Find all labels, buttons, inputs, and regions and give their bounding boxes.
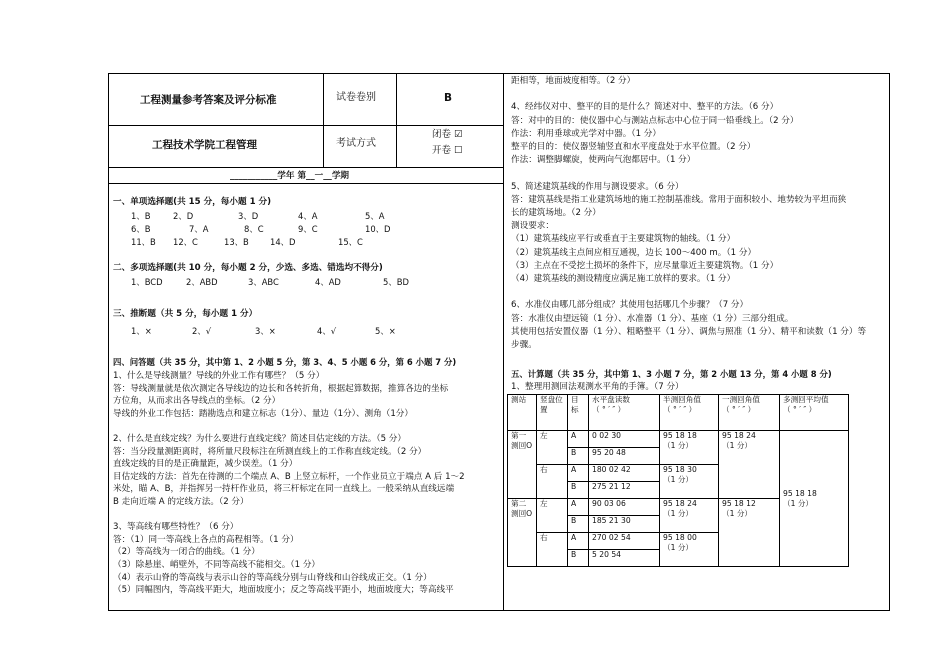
s2-ans: 1、BCD — [131, 277, 163, 287]
s1-ans: 2、D — [173, 211, 194, 221]
reading: 0 02 30 — [589, 431, 660, 448]
observation-table — [507, 394, 849, 567]
target-a: A — [568, 499, 589, 516]
page-title: 工程测量参考答案及评分标准 — [140, 94, 277, 106]
s2-title: 二、多项选择题(共 10 分，每小题 2 分，少选、多选、错选均不得分) — [113, 263, 383, 273]
text-line: 5、简述建筑基线的作用与测设要求。（6 分） — [511, 181, 684, 192]
s4-title: 四、问答题（共 35 分，其中第 1、2 小题 5 分，第 3、4、5 小题 6 分，第 6 小题 7 分) — [113, 357, 457, 367]
half-3: 95 18 24 （1 分） — [660, 499, 719, 533]
term-underline — [108, 183, 503, 184]
text-line: （4）表示山脊的等高线与表示山谷的等高线分别与山脊线和山谷线成正交。（1 分） — [113, 572, 432, 583]
th-station: 测站 — [508, 395, 537, 431]
text-line: 步骤。 — [511, 340, 537, 350]
one-2: 95 18 12 （1 分） — [719, 499, 780, 567]
reading: 90 03 06 — [589, 499, 660, 516]
text-line: 整平的目的：使仪器竖轴竖直和水平度盘处于水平位置。（2 分） — [511, 142, 756, 152]
reading: 270 02 54 — [589, 533, 660, 550]
th-position: 竖盘位置 — [537, 395, 568, 431]
s1-ans: 7、A — [189, 224, 209, 234]
text-line: （2）等高线为一闭合的曲线。（1 分） — [113, 547, 260, 558]
half-2: 95 18 30 （1 分） — [660, 465, 719, 499]
text-line: 3、等高线有哪些特性？（6 分） — [113, 522, 239, 533]
s1-ans: 8、C — [244, 224, 264, 234]
exam-mode-label: 考试方式 — [336, 138, 376, 149]
paper-label: 试卷卷别 — [336, 92, 376, 103]
s3-ans: 3、× — [255, 326, 276, 336]
target-b: B — [568, 516, 589, 533]
text-line: 4、经纬仪对中、整平的目的是什么？简述对中、整平的方法。（6 分） — [511, 102, 779, 113]
s1-ans: 6、B — [131, 224, 151, 234]
reading: 275 21 12 — [589, 482, 660, 499]
text-line: 作法：调整脚螺旋，使两向气泡都居中。（1 分） — [511, 155, 696, 166]
text-line: 距相等，地面坡度相等。（2 分） — [511, 76, 636, 86]
s2-ans: 3、ABC — [248, 277, 279, 287]
text-line: 答：水准仪由望远镜（1 分）、水准器（1 分）、基座（1 分）三部分组成。 — [511, 313, 794, 324]
header-bottom-line — [108, 167, 503, 168]
text-line: B 走向近端 A 的定线方法。（2 分） — [113, 497, 249, 507]
s1-ans: 4、A — [298, 211, 318, 221]
target-b: B — [568, 482, 589, 499]
column-divider — [503, 73, 504, 611]
pos-right-1: 右 — [537, 465, 568, 499]
th-target: 目标 — [568, 395, 589, 431]
text-line: 答：导线测量就是依次测定各导线边的边长和各转折角，根据起算数据，推算各边的坐标 — [113, 383, 449, 394]
text-line: 6、水准仪由哪几部分组成？其使用包括哪几个步骤？（7 分） — [511, 300, 749, 311]
pos-left-2: 左 — [537, 499, 568, 533]
th-avg: 多测回平均值 （ ° ′ ″ ） — [780, 395, 849, 431]
text-line: （3）除悬崖、峭壁外，不同等高线不能相交。（1 分） — [113, 560, 321, 570]
one-1: 95 18 24 （1 分） — [719, 431, 780, 499]
header-col-divider-1 — [323, 73, 324, 167]
target-a: A — [568, 431, 589, 448]
text-line: （1）建筑基线应平行或垂直于主要建筑物的轴线。（1 分） — [511, 234, 736, 245]
reading: 185 21 30 — [589, 516, 660, 533]
s1-ans: 10、D — [365, 224, 391, 234]
target-b: B — [568, 448, 589, 465]
th-one: 一测回角值 （ ° ′ ″ ） — [719, 395, 780, 431]
mode-open: 开卷 ☐ — [432, 145, 463, 156]
text-line: 答：当分段量测距离时，将所量尺段标注在所测直线上的工作称直线定线。（2 分） — [113, 446, 427, 457]
text-line: 答：对中的目的：使仪器中心与测站点标志中心位于同一铅垂线上。（2 分） — [511, 115, 799, 126]
text-line: （3）主点在不受挖土损坏的条件下，应尽量靠近主要建筑物。（1 分） — [511, 260, 779, 271]
school-name: 工程技术学院工程管理 — [152, 139, 257, 151]
text-line: 长的建筑场地。（2 分） — [511, 208, 601, 218]
target-a: A — [568, 465, 589, 482]
term-line: ___________学年 第__一__学期 — [230, 171, 350, 181]
text-line: 导线的外业工作包括：踏勘选点和建立标志（1分）、量边（1分）、测角（1分） — [113, 408, 413, 419]
mode-closed: 闭卷 ☑ — [432, 129, 463, 140]
s2-ans: 4、AD — [315, 277, 341, 287]
s1-ans: 5、A — [365, 211, 385, 221]
th-half: 半测回角值 （ ° ′ ″ ） — [660, 395, 719, 431]
unchecked-box-icon[interactable]: ☐ — [454, 145, 463, 156]
text-line: 方位角，从而求出各导线点的坐标。（2 分） — [113, 396, 281, 407]
s5-title: 五、计算题（共 35 分，其中第 1、3 小题 7 分，第 2 小题 13 分，第 4 小题 8 分) — [511, 369, 832, 379]
text-line: 答：建筑基线是指工业建筑场地的施工控制基准线。常用于面积较小、地势较为平坦而狭 — [511, 194, 847, 205]
paper-value: B — [444, 92, 453, 104]
s1-title: 一、单项选择题(共 15 分，每小题 1 分) — [113, 197, 272, 207]
station-1: 第一测回O — [508, 431, 537, 499]
header-row-divider — [108, 125, 503, 126]
reading: 95 20 48 — [589, 448, 660, 465]
half-4: 95 18 00 （1 分） — [660, 533, 719, 567]
target-a: A — [568, 533, 589, 550]
text-line: 米处，瞄 A、B，并指挥另一持杆作业员，将三杆标定在同一直线上。一般采纳从直线远端 — [113, 484, 455, 495]
target-b: B — [568, 550, 589, 567]
avg: 95 18 18 （1 分） — [780, 431, 849, 567]
station-2: 第二测回O — [508, 499, 537, 567]
s1-ans: 13、B — [224, 237, 249, 247]
reading: 180 02 42 — [589, 465, 660, 482]
text-line: （2）建筑基线主点间应相互通视，边长 100～400 m。（1 分） — [511, 247, 757, 258]
s3-ans: 2、√ — [192, 326, 212, 336]
s3-ans: 5、× — [375, 326, 396, 336]
header-col-divider-2 — [396, 73, 397, 167]
s1-ans: 15、C — [338, 237, 363, 247]
text-line: （4）建筑基线的测设精度应满足施工放样的要求。（1 分） — [511, 274, 736, 284]
text-line: 其使用包括安置仪器（1 分）、粗略整平（1 分）、调焦与照准（1 分）、精平和读数（1 分）等 — [511, 326, 867, 337]
s1-ans: 14、D — [270, 237, 296, 247]
s3-ans: 1、× — [131, 326, 152, 336]
s3-ans: 4、√ — [317, 326, 337, 336]
text-line: 答：（1）同一等高线上各点的高程相等。（1 分） — [113, 534, 299, 545]
s2-ans: 2、ABD — [186, 277, 218, 287]
text-line: 作法：利用垂球或光学对中器。（1 分） — [511, 128, 661, 139]
pos-left-1: 左 — [537, 431, 568, 465]
text-line: 测设要求： — [511, 221, 554, 232]
half-1: 95 18 18 （1 分） — [660, 431, 719, 465]
pos-right-2: 右 — [537, 533, 568, 567]
s1-ans: 11、B — [131, 237, 156, 247]
text-line: 直线定线的目的是正确量距，减少误差。（1 分） — [113, 459, 298, 470]
text-line: （5）同幅图内，等高线平距大，地面坡度小；反之等高线平距小，地面坡度大；等高线平 — [113, 585, 454, 596]
s1-ans: 3、D — [238, 211, 259, 221]
text-line: 2、什么是直线定线？为什么要进行直线定线？简述目估定线的方法。（5 分） — [113, 434, 406, 444]
s1-ans: 12、C — [173, 237, 198, 247]
s2-ans: 5、BD — [383, 277, 409, 287]
s1-ans: 9、C — [298, 224, 318, 234]
s3-title: 三、推断题（共 5 分，每小题 1 分） — [113, 309, 258, 319]
text-line: 1、什么是导线测量？导线的外业工作有哪些？（5 分） — [113, 371, 325, 381]
text-line: 目估定线的方法：首先在待测的二个端点 A、B 上竖立标杆，一个作业员立于端点 A 后 1～2 — [113, 471, 465, 482]
th-reading: 水平盘读数 （ ° ′ ″ ） — [589, 395, 660, 431]
s5-q1: 1、整理用测回法观测水平角的手簿。（7 分） — [511, 382, 684, 392]
checked-box-icon[interactable]: ☑ — [454, 129, 463, 140]
reading: 5 20 54 — [589, 550, 660, 567]
s1-ans: 1、B — [131, 211, 151, 221]
